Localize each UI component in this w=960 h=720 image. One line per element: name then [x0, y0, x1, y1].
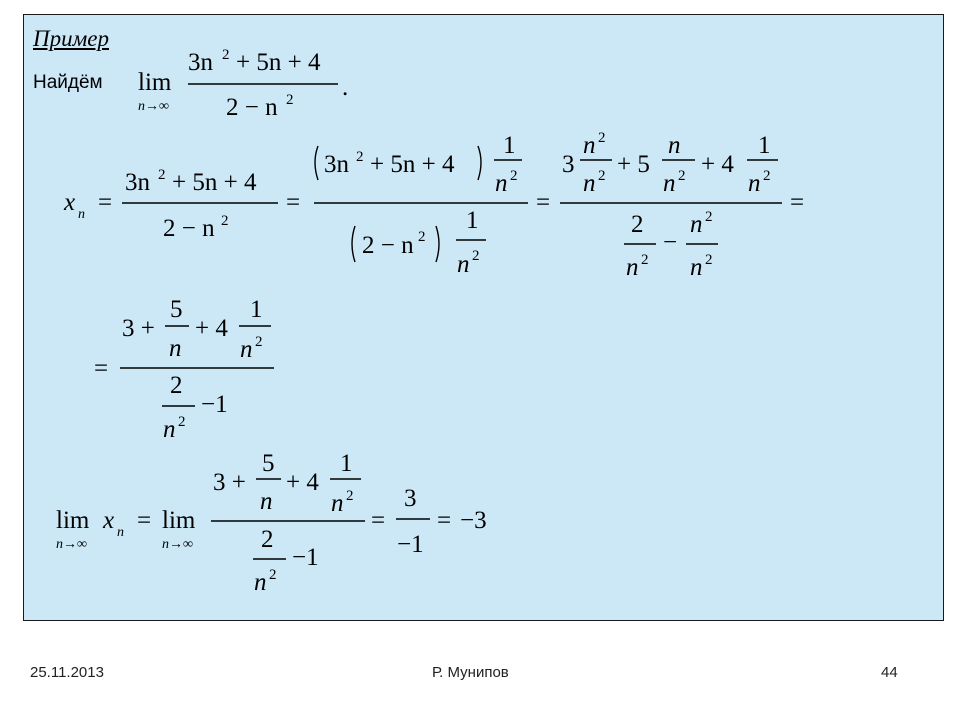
svg-text:2: 2 — [472, 248, 480, 264]
svg-text:2: 2 — [598, 168, 606, 184]
svg-text:n: n — [748, 170, 761, 197]
svg-text:−: − — [663, 229, 678, 256]
footer-page-number: 44 — [881, 664, 898, 681]
svg-text:2: 2 — [705, 252, 713, 268]
example-title: Пример — [33, 26, 109, 51]
svg-text:+ 4: + 4 — [701, 151, 734, 178]
svg-text:n: n — [260, 488, 273, 515]
svg-text:1: 1 — [250, 296, 263, 323]
svg-text:n: n — [78, 207, 85, 222]
svg-text:2: 2 — [678, 168, 686, 184]
svg-text:n: n — [331, 490, 344, 517]
svg-text:n: n — [163, 416, 176, 443]
svg-text:2 − n: 2 − n — [362, 232, 414, 259]
svg-text:2: 2 — [286, 92, 294, 108]
svg-text:−3: −3 — [460, 507, 487, 534]
svg-text:n→∞: n→∞ — [162, 537, 193, 552]
svg-text:=: = — [94, 355, 109, 382]
formula-row-1 — [63, 130, 804, 281]
svg-text:2: 2 — [346, 488, 354, 504]
svg-text:2: 2 — [158, 167, 166, 183]
svg-text:−1: −1 — [201, 391, 228, 418]
svg-text:2: 2 — [222, 47, 230, 63]
svg-text:2: 2 — [170, 372, 183, 399]
svg-text:3: 3 — [562, 151, 575, 178]
svg-text:=: = — [371, 507, 386, 534]
svg-text:2: 2 — [510, 168, 518, 184]
svg-text:−1: −1 — [292, 544, 319, 571]
svg-text:=: = — [286, 189, 301, 216]
svg-text:2: 2 — [763, 168, 771, 184]
find-label: Найдём — [33, 72, 103, 93]
svg-text:n: n — [254, 569, 267, 596]
svg-text:+ 5n + 4: + 5n + 4 — [172, 169, 257, 196]
svg-text:lim: lim — [56, 507, 90, 534]
svg-text:5: 5 — [262, 450, 275, 477]
svg-text:n: n — [117, 525, 124, 540]
svg-text:lim: lim — [162, 507, 196, 534]
footer-author: Р. Мунипов — [432, 664, 509, 681]
svg-text:n: n — [583, 170, 596, 197]
svg-text:=: = — [437, 507, 452, 534]
svg-text:2: 2 — [418, 229, 426, 245]
svg-text:2: 2 — [261, 526, 274, 553]
svg-text:+ 5n + 4: + 5n + 4 — [370, 151, 455, 178]
svg-text:+ 4: + 4 — [195, 315, 228, 342]
svg-text:2: 2 — [356, 149, 364, 165]
svg-text:+ 5n + 4: + 5n + 4 — [236, 49, 321, 76]
svg-text:5: 5 — [170, 296, 183, 323]
svg-text:n→∞: n→∞ — [138, 99, 169, 114]
svg-text:.: . — [342, 74, 349, 101]
svg-text:2: 2 — [221, 213, 229, 229]
svg-text:2 − n: 2 − n — [226, 94, 278, 121]
svg-text:3n: 3n — [188, 49, 213, 76]
svg-text:2 − n: 2 − n — [163, 215, 215, 242]
svg-text:n: n — [169, 335, 182, 362]
footer-date: 25.11.2013 — [30, 664, 104, 681]
svg-text:3n: 3n — [125, 169, 150, 196]
formula-header-limit — [138, 47, 348, 121]
svg-text:n: n — [457, 251, 470, 278]
svg-text:2: 2 — [705, 209, 713, 225]
svg-text:n: n — [626, 254, 639, 281]
svg-text:n: n — [690, 211, 703, 238]
svg-text:2: 2 — [631, 211, 644, 238]
svg-text:=: = — [137, 507, 152, 534]
svg-text:n: n — [668, 132, 681, 159]
svg-text:x: x — [103, 507, 115, 534]
svg-text:2: 2 — [269, 567, 277, 583]
svg-text:=: = — [790, 189, 805, 216]
svg-text:n: n — [240, 336, 253, 363]
svg-text:1: 1 — [758, 132, 771, 159]
svg-text:2: 2 — [255, 334, 263, 350]
svg-text:3 +: 3 + — [122, 315, 155, 342]
svg-text:1: 1 — [503, 132, 516, 159]
svg-text:2: 2 — [598, 130, 606, 146]
svg-text:2: 2 — [178, 414, 186, 430]
svg-text:x: x — [64, 189, 76, 216]
formula-row-2 — [94, 296, 274, 443]
svg-text:lim: lim — [138, 69, 172, 96]
svg-text:1: 1 — [340, 450, 353, 477]
svg-text:−1: −1 — [397, 531, 424, 558]
svg-text:3n: 3n — [324, 151, 349, 178]
svg-text:n: n — [690, 254, 703, 281]
formula-row-3 — [56, 450, 487, 596]
svg-text:1: 1 — [466, 207, 479, 234]
svg-text:+ 4: + 4 — [286, 469, 319, 496]
svg-text:2: 2 — [641, 252, 649, 268]
svg-text:3 +: 3 + — [213, 469, 246, 496]
svg-text:n: n — [495, 170, 508, 197]
svg-text:n→∞: n→∞ — [56, 537, 87, 552]
svg-text:=: = — [536, 189, 551, 216]
svg-text:n: n — [663, 170, 676, 197]
svg-text:=: = — [98, 189, 113, 216]
svg-text:+ 5: + 5 — [617, 151, 650, 178]
svg-text:n: n — [583, 132, 596, 159]
svg-text:3: 3 — [404, 485, 417, 512]
